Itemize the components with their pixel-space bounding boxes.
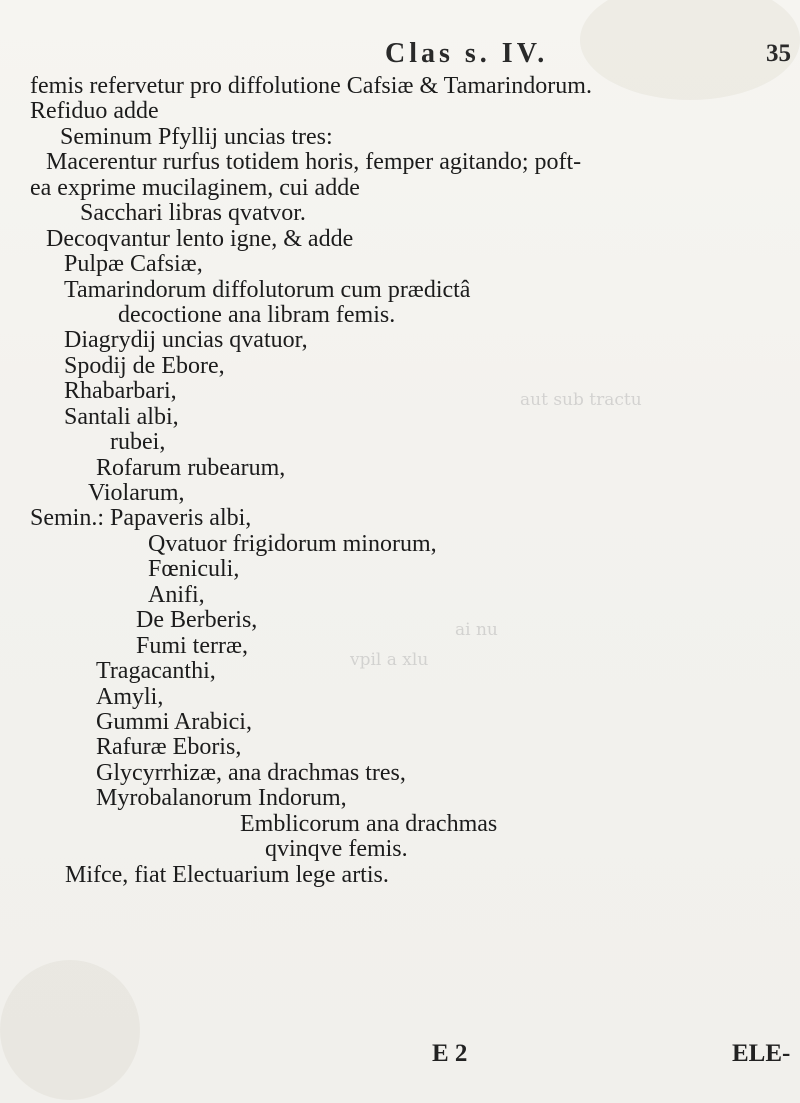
text-line: femis refervetur pro diffolutione Cafsiæ & Tamarindorum. [30, 73, 592, 99]
page-footer [0, 1040, 800, 1076]
text-line: Emblicorum ana drachmas [240, 810, 498, 837]
text-line: qvinqve femis. [265, 836, 408, 863]
text-line: Rafuræ Eboris, [96, 734, 242, 761]
bleed-through-text: ai nu [455, 620, 498, 640]
text-line: Mifce, fiat Electuarium lege artis. [65, 861, 389, 888]
text-line: Violarum, [88, 480, 185, 506]
text-line: Glycyrrhizæ, ana drachmas tres, [96, 759, 406, 786]
text-line: Spodij de Ebore, [64, 352, 225, 379]
text-line: Anifi, [148, 581, 205, 608]
text-line: Semin.: Papaveris albi, [30, 505, 252, 532]
signature-mark: E 2 [432, 1040, 468, 1067]
page-header [0, 38, 800, 68]
text-line: Decoqvantur lento igne, & adde [46, 225, 354, 252]
text-line: decoctione ana libram femis. [118, 301, 396, 328]
running-head: Clas s. IV. [385, 38, 549, 69]
text-line: Qvatuor frigidorum minorum, [148, 530, 437, 557]
bleed-through-text: aut sub tractu [520, 390, 642, 410]
text-line: Myrobalanorum Indorum, [96, 785, 347, 812]
text-line: ea exprime mucilaginem, cui adde [30, 174, 360, 201]
catchword: ELE- [732, 1040, 791, 1067]
text-line: Refiduo adde [30, 98, 159, 125]
text-line: Seminum Pfyllij uncias tres: [60, 123, 333, 150]
text-line: Gummi Arabici, [96, 708, 252, 735]
text-line: Tragacanthi, [96, 658, 216, 685]
text-line: Tamarindorum diffolutorum cum prædictâ [64, 276, 471, 303]
text-line: Fumi terræ, [136, 632, 248, 659]
recipe-text [0, 74, 800, 888]
text-line: Sacchari libras qvatvor. [80, 200, 306, 227]
text-line: Pulpæ Cafsiæ, [64, 251, 203, 278]
text-line: Rofarum rubearum, [96, 454, 286, 481]
text-line: Santali albi, [64, 403, 179, 430]
text-line: Fœniculi, [148, 556, 240, 583]
text-line: Diagrydij uncias qvatuor, [64, 327, 308, 354]
text-line: rubei, [110, 429, 166, 456]
text-line: De Berberis, [136, 607, 258, 634]
text-line: Macerentur rurfus totidem horis, femper agitando; poft- [46, 149, 582, 176]
paper-stain [0, 960, 140, 1100]
text-line: Rhabarbari, [64, 378, 177, 405]
page-number: 35 [766, 40, 791, 67]
bleed-through-text: vpil a xlu [350, 650, 429, 670]
text-line: Amyli, [96, 683, 164, 710]
